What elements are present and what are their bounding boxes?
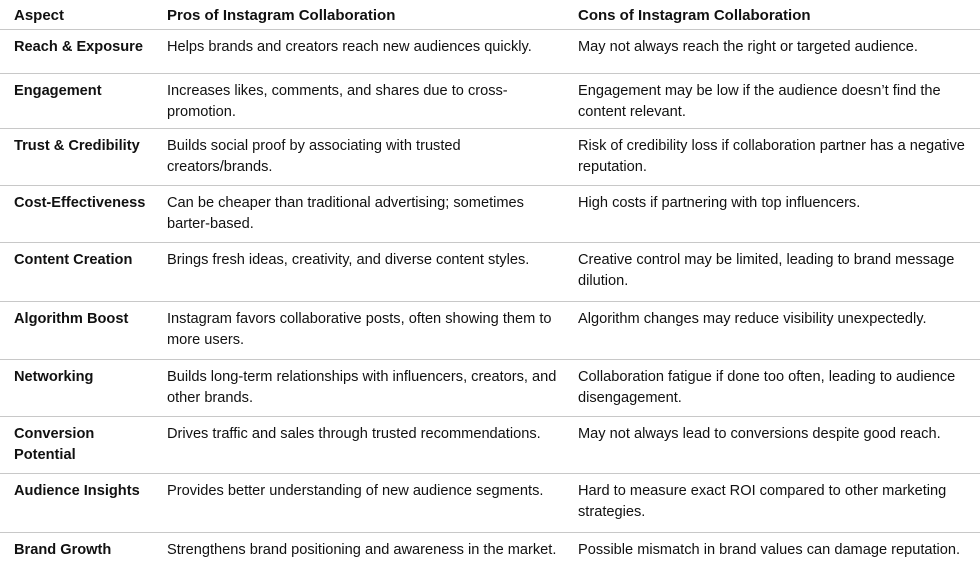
- aspect-cell: Conversion Potential: [14, 426, 95, 463]
- pros-cell: Builds long-term relationships with influencers, creators, and other brands.: [167, 369, 557, 406]
- table-row: [0, 243, 980, 302]
- header-aspect: Aspect: [14, 7, 65, 24]
- pros-cell: Instagram favors collaborative posts, often showing them to more users.: [167, 311, 552, 348]
- aspect-cell: Cost-Effectiveness: [14, 195, 146, 211]
- cons-cell: May not always reach the right or targeted audience.: [578, 39, 918, 55]
- aspect-cell: Audience Insights: [14, 483, 140, 499]
- cons-cell: Hard to measure exact ROI compared to other marketing strategies.: [578, 483, 947, 520]
- cons-cell: May not always lead to conversions despite good reach.: [578, 426, 941, 442]
- table-row: [0, 360, 980, 417]
- aspect-cell: Engagement: [14, 83, 102, 99]
- pros-cell: Can be cheaper than traditional advertising; sometimes barter-based.: [167, 195, 524, 232]
- cons-cell: Engagement may be low if the audience doesn’t find the content relevant.: [578, 83, 941, 120]
- cons-cell: Risk of credibility loss if collaboration partner has a negative reputation.: [578, 138, 965, 175]
- cons-cell: Possible mismatch in brand values can damage reputation.: [578, 542, 961, 558]
- table-header-row: [0, 0, 980, 30]
- pros-cell: Brings fresh ideas, creativity, and diverse content styles.: [167, 252, 530, 268]
- header-pros: Pros of Instagram Collaboration: [167, 7, 396, 24]
- table-row: [0, 74, 980, 129]
- aspect-cell: Reach & Exposure: [14, 39, 143, 55]
- cons-cell: High costs if partnering with top influencers.: [578, 195, 861, 211]
- table-row: [0, 186, 980, 243]
- pros-cell: Provides better understanding of new audience segments.: [167, 483, 544, 499]
- pros-cell: Builds social proof by associating with trusted creators/brands.: [167, 138, 461, 175]
- aspect-cell: Brand Growth: [14, 542, 112, 558]
- table-row: [0, 129, 980, 186]
- table-row: [0, 417, 980, 474]
- pros-cell: Strengthens brand positioning and awareness in the market.: [167, 542, 557, 558]
- aspect-cell: Trust & Credibility: [14, 138, 140, 154]
- pros-cell: Increases likes, comments, and shares due to cross-promotion.: [167, 83, 508, 120]
- table-row: [0, 302, 980, 360]
- table-row: [0, 30, 980, 74]
- cons-cell: Collaboration fatigue if done too often, leading to audience disengagement.: [578, 369, 956, 406]
- cons-cell: Algorithm changes may reduce visibility unexpectedly.: [578, 311, 927, 327]
- table-row: [0, 474, 980, 533]
- aspect-cell: Algorithm Boost: [14, 311, 129, 327]
- header-cons: Cons of Instagram Collaboration: [578, 7, 811, 24]
- pros-cell: Helps brands and creators reach new audiences quickly.: [167, 39, 532, 55]
- table-row: [0, 533, 980, 587]
- aspect-cell: Content Creation: [14, 252, 133, 268]
- pros-cell: Drives traffic and sales through trusted recommendations.: [167, 426, 541, 442]
- cons-cell: Creative control may be limited, leading to brand message dilution.: [578, 252, 955, 289]
- aspect-cell: Networking: [14, 369, 94, 385]
